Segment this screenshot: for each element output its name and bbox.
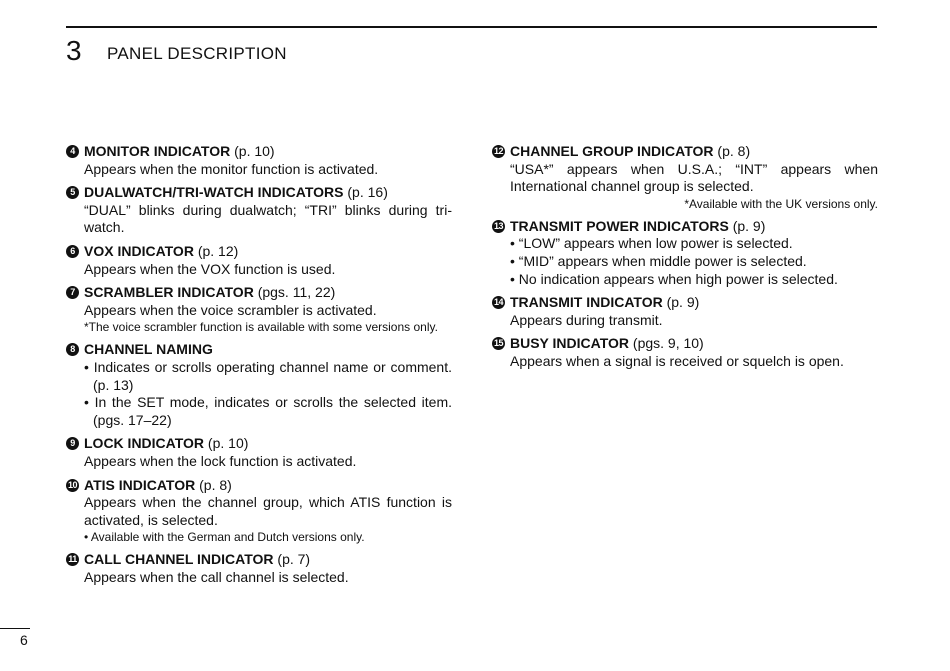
entry-scrambler-indicator xyxy=(66,284,452,335)
entry-vox-indicator xyxy=(66,243,452,278)
item-note: *The voice scrambler function is available with some versions only. xyxy=(84,320,438,335)
page-ref: (p. 8) xyxy=(195,476,232,493)
item-number-badge: 8 xyxy=(66,343,79,356)
item-title: TRANSMIT POWER INDICATORS xyxy=(510,217,729,234)
page-ref: (p. 9) xyxy=(728,217,766,234)
chapter-title: PANEL DESCRIPTION xyxy=(107,44,287,63)
footer-rule xyxy=(0,628,30,629)
right-column xyxy=(492,143,878,377)
item-title: ATIS INDICATOR xyxy=(84,476,196,493)
page-ref: (pgs. 11, 22) xyxy=(253,284,336,301)
page-ref: (p. 10) xyxy=(230,143,275,159)
item-title: BUSY INDICATOR xyxy=(510,335,630,352)
entry-transmit-power-indicators xyxy=(492,218,878,288)
entry-transmit-indicator xyxy=(492,294,878,329)
item-description: Appears when the call channel is selected. xyxy=(84,568,349,585)
entry-dualwatch-indicators xyxy=(66,184,452,237)
item-title: VOX INDICATOR xyxy=(84,242,194,259)
item-number-badge: 14 xyxy=(493,297,503,308)
page-ref: (p. 9) xyxy=(662,294,700,311)
page-ref: (p. 16) xyxy=(343,184,388,201)
page-ref: (p. 12) xyxy=(193,242,239,259)
item-number-badge: 12 xyxy=(493,146,503,156)
item-description: Appears when the channel group, which ATIS function is activated, is selected. xyxy=(84,494,452,528)
bullet-item: • “LOW” appears when low power is selected. xyxy=(510,235,793,252)
bullet-item: • No indication appears when high power is selected. xyxy=(510,270,838,287)
bullet-item: • In the SET mode, indicates or scrolls the selected item. (pgs. 17–22) xyxy=(84,394,452,428)
item-number-badge: 4 xyxy=(66,145,79,158)
item-number-badge: 6 xyxy=(66,245,79,258)
item-description: Appears when the monitor function is activated. xyxy=(84,160,379,177)
item-title: CHANNEL GROUP INDICATOR xyxy=(510,143,714,159)
bullet-item: • Indicates or scrolls operating channel name or comment. (p. 13) xyxy=(84,358,452,393)
item-note: *Available with the UK versions only. xyxy=(684,196,878,211)
item-description: Appears when the voice scrambler is activated. xyxy=(84,301,377,318)
item-title: LOCK INDICATOR xyxy=(84,435,205,452)
bullet-item: • “MID” appears when middle power is selected. xyxy=(510,252,807,269)
item-title: TRANSMIT INDICATOR xyxy=(510,294,663,311)
item-title: CHANNEL NAMING xyxy=(84,341,213,358)
item-number-badge: 7 xyxy=(66,286,79,299)
page-ref: (p. 7) xyxy=(273,551,311,568)
entry-channel-naming xyxy=(66,341,452,429)
entry-call-channel-indicator xyxy=(66,551,452,586)
page-ref: (pgs. 9, 10) xyxy=(629,335,704,352)
left-column xyxy=(66,143,452,592)
item-title: CALL CHANNEL INDICATOR xyxy=(84,551,274,568)
page-ref: (p. 8) xyxy=(713,143,751,159)
entry-busy-indicator xyxy=(492,335,878,370)
item-description: “DUAL” blinks during dualwatch; “TRI” blinks during tri-watch. xyxy=(84,201,452,236)
item-number-badge: 11 xyxy=(66,553,79,566)
item-description: “USA*” appears when U.S.A.; “INT” appears when International channel group is selected. xyxy=(510,160,878,195)
entry-monitor-indicator xyxy=(66,143,452,178)
item-title: DUALWATCH/TRI-WATCH INDICATORS xyxy=(84,184,344,201)
top-rule xyxy=(66,26,877,28)
item-description: Appears during transmit. xyxy=(510,311,663,328)
entry-lock-indicator xyxy=(66,435,452,470)
entry-atis-indicator xyxy=(66,477,452,546)
item-description: Appears when a signal is received or squelch is open. xyxy=(510,352,844,369)
page-ref: (p. 10) xyxy=(204,435,249,452)
item-note: • Available with the German and Dutch versions only. xyxy=(84,530,365,545)
item-number-badge: 9 xyxy=(66,437,79,450)
item-title: MONITOR INDICATOR xyxy=(84,143,231,159)
item-number-badge: 10 xyxy=(67,479,77,490)
item-number-badge: 13 xyxy=(493,220,503,231)
item-number-badge: 15 xyxy=(493,338,503,349)
chapter-number: 3 xyxy=(66,35,82,66)
item-description: Appears when the lock function is activated. xyxy=(84,452,357,469)
item-title: SCRAMBLER INDICATOR xyxy=(84,284,254,301)
page-number: 6 xyxy=(20,632,28,648)
entry-channel-group-indicator xyxy=(492,143,878,212)
item-number-badge: 5 xyxy=(66,186,79,199)
item-description: Appears when the VOX function is used. xyxy=(84,260,336,277)
